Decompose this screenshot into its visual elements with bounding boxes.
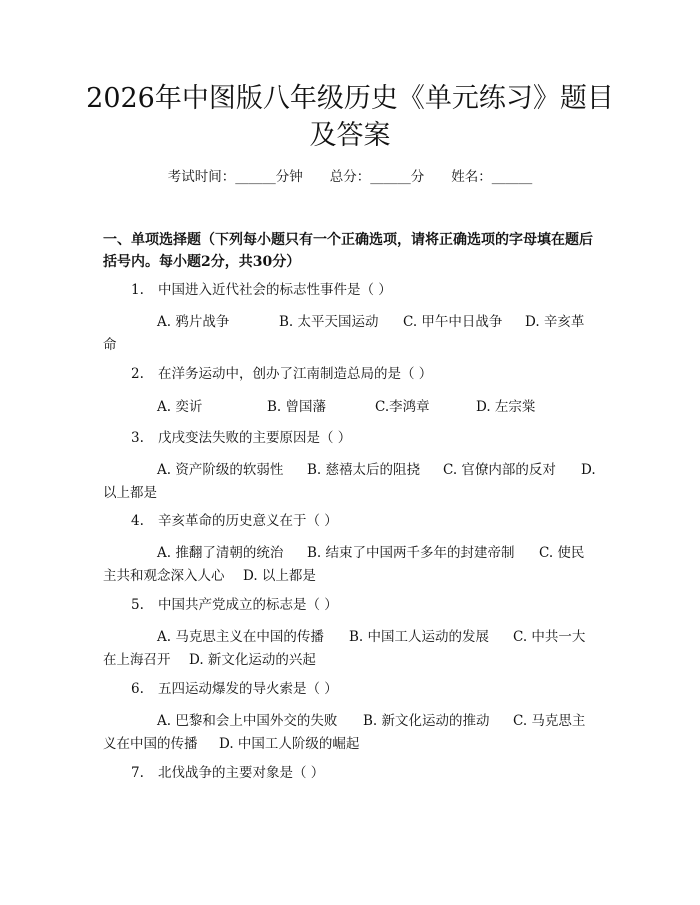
option-c: C. 中共一大 [513,629,586,645]
option-c: C. 马克思主 [513,713,586,729]
option-d: D. [581,462,596,478]
question-text: 戊戌变法失败的主要原因是（ ） [158,430,352,446]
option-d: D. 左宗棠 [476,399,536,415]
option-d: D. 新文化运动的兴起 [189,652,316,668]
option-b: B. 新文化运动的推动 [363,713,490,729]
question-number: 5. [131,597,144,613]
option-d: D. 辛亥革 [525,314,585,330]
question-text: 中国共产党成立的标志是（ ） [158,597,338,613]
question-number: 3. [131,430,144,446]
question-4 [131,512,338,530]
question-1 [131,281,392,299]
title-line-1: 2026年中图版八年级历史《单元练习》题目 [86,83,614,114]
question-number: 1. [131,282,144,298]
question-4-options [103,542,600,588]
option-b: B. 曾国藩 [267,399,327,415]
option-c-continued: 主共和观念深入人心 [103,568,225,584]
option-c: C. 使民 [539,545,585,561]
option-c: C. 官僚内部的反对 [443,462,556,478]
question-2 [131,365,432,383]
exam-info-line: 考试时间：______分钟 总分：______分 姓名：______ [167,169,533,185]
question-text: 辛亥革命的历史意义在于（ ） [158,513,338,529]
question-2-options [103,396,600,419]
question-3 [131,429,351,447]
option-d: D. 以上都是 [243,568,316,584]
question-5-options [103,626,600,672]
question-text: 中国进入近代社会的标志性事件是（ ） [158,282,392,298]
option-a: A. 鸦片战争 [157,314,230,330]
option-c: C. 甲午中日战争 [403,314,503,330]
question-6 [131,680,338,698]
question-number: 7. [131,765,144,781]
document-title [80,80,620,154]
option-d-continued: 命 [103,337,117,353]
question-number: 2. [131,366,144,382]
option-b: B. 中国工人运动的发展 [349,629,490,645]
question-text: 北伐战争的主要对象是（ ） [158,765,325,781]
question-text: 五四运动爆发的导火索是（ ） [158,681,338,697]
option-d-continued: 以上都是 [103,485,157,501]
question-7 [131,764,324,782]
option-c: C.李鸿章 [375,399,430,415]
option-a: A. 推翻了清朝的统治 [157,545,284,561]
option-c-continued: 义在中国的传播 [103,736,198,752]
option-d: D. 中国工人阶级的崛起 [219,736,360,752]
option-a: A. 马克思主义在中国的传播 [157,629,324,645]
question-text: 在洋务运动中，创办了江南制造总局的是（ ） [158,366,433,382]
option-b: B. 结束了中国两千多年的封建帝制 [307,545,515,561]
question-3-options [103,459,600,505]
question-1-options [103,311,600,357]
option-a: A. 资产阶级的软弱性 [157,462,284,478]
question-5 [131,596,338,614]
title-line-2: 及答案 [309,120,391,151]
option-b: B. 太平天国运动 [279,314,379,330]
section-heading [103,229,601,273]
question-number: 4. [131,513,144,529]
option-a: A. 巴黎和会上中国外交的失败 [157,713,338,729]
option-a: A. 奕䜣 [157,399,203,415]
section-heading-line-2: 括号内。每小题2分，共30分） [103,254,301,270]
option-c-continued: 在上海召开 [103,652,171,668]
question-number: 6. [131,681,144,697]
option-b: B. 慈禧太后的阻挠 [307,462,421,478]
section-heading-line-1: 一、单项选择题（下列每小题只有一个正确选项，请将正确选项的字母填在题后 [103,232,593,248]
question-6-options [103,710,600,756]
